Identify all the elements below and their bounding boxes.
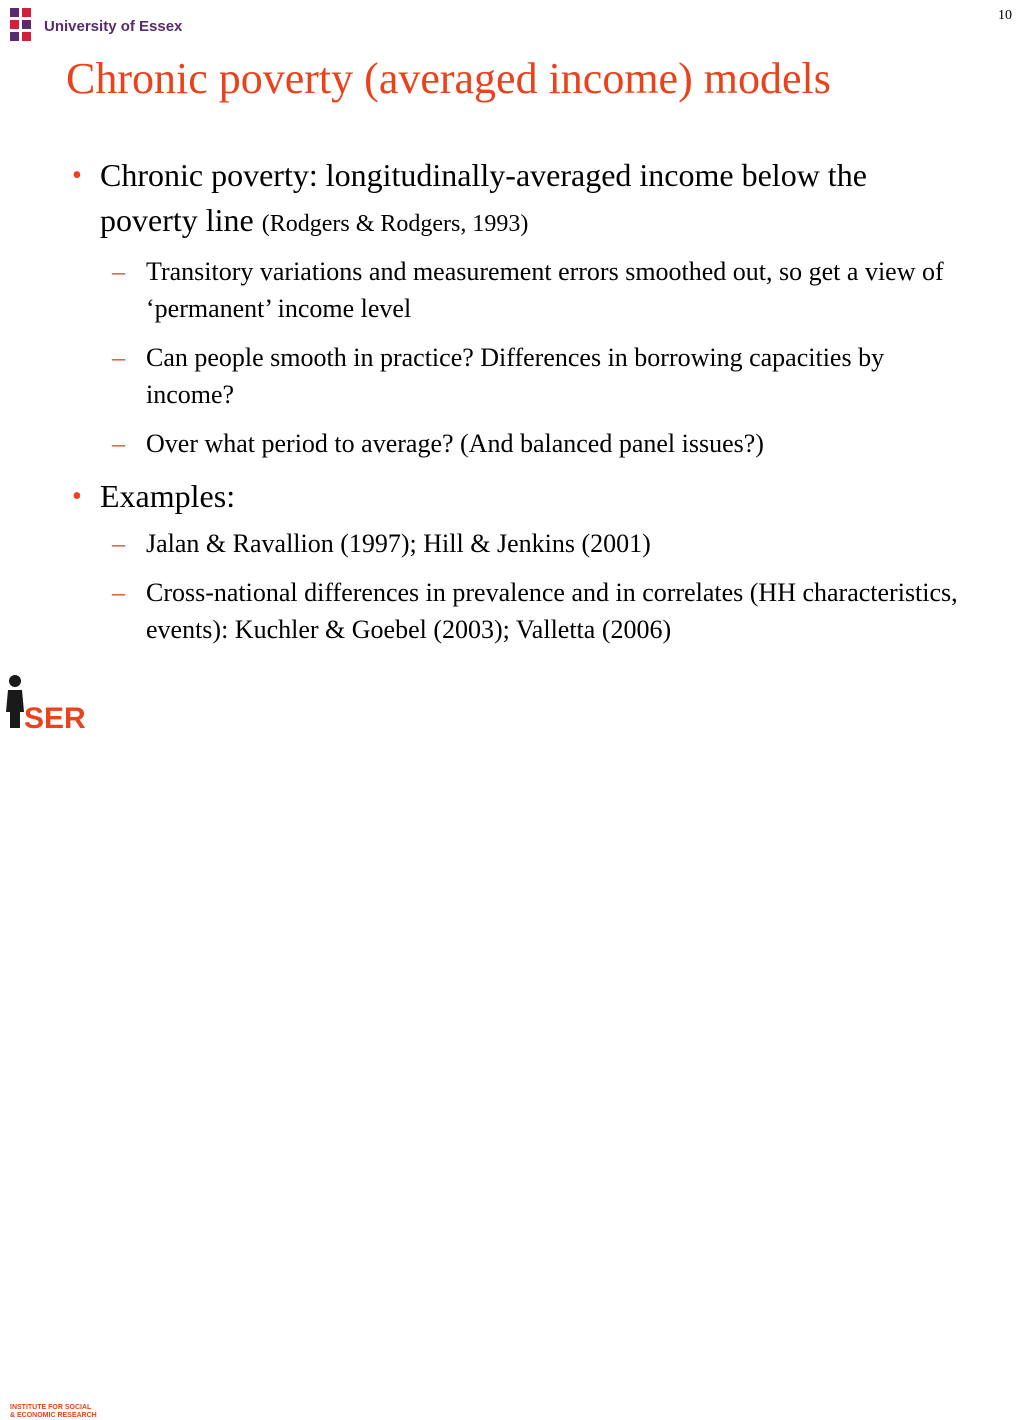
iser-caption-line: & ECONOMIC RESEARCH [10, 1412, 97, 1419]
sub-bullet-text: Over what period to average? (And balanced panel issues?) [146, 429, 764, 458]
dash-icon: – [112, 429, 125, 458]
bullet-icon: • [72, 481, 82, 512]
bullet-text: Chronic poverty: longitudinally-averaged income below the poverty line [100, 157, 867, 238]
sub-bullet-item [72, 574, 972, 648]
university-logo [0, 0, 183, 58]
essex-crest-icon [8, 6, 38, 50]
dash-icon: – [112, 343, 125, 372]
dash-icon: – [112, 257, 125, 286]
page-number: 10 [998, 8, 1012, 23]
sub-bullet-text: Jalan & Ravallion (1997); Hill & Jenkins (2001) [146, 529, 651, 558]
bullet-icon: • [72, 160, 82, 191]
bullet-item [72, 474, 972, 519]
sub-bullet-item [72, 425, 972, 462]
sub-bullet-text: Can people smooth in practice? Differences in borrowing capacities by income? [146, 343, 885, 409]
iser-wordmark-icon [4, 668, 104, 738]
sub-bullet-item [72, 339, 972, 413]
dash-icon: – [112, 578, 125, 607]
sub-bullet-text: Transitory variations and measurement errors smoothed out, so get a view of ‘permanent’ income level [146, 257, 944, 323]
slide-body [72, 153, 972, 660]
university-name: University of Essex [44, 18, 183, 35]
svg-text:SER: SER [24, 702, 86, 735]
sub-bullet-text: Cross-national differences in prevalence and in correlates (HH characteristics, events): Kuchler & Goebel (2003); Valletta (2006) [146, 578, 958, 644]
slide-title: Chronic poverty (averaged income) models [66, 54, 831, 103]
sub-bullet-item [72, 253, 972, 327]
iser-caption-line: INSTITUTE FOR SOCIAL [10, 1404, 92, 1411]
sub-bullet-item [72, 525, 972, 562]
dash-icon: – [112, 529, 125, 558]
bullet-item [72, 153, 972, 247]
bullet-text: Examples: [100, 478, 236, 514]
iser-logo [4, 668, 104, 1419]
iser-caption [10, 1404, 97, 1420]
citation: (Rodgers & Rodgers, 1993) [261, 211, 529, 237]
